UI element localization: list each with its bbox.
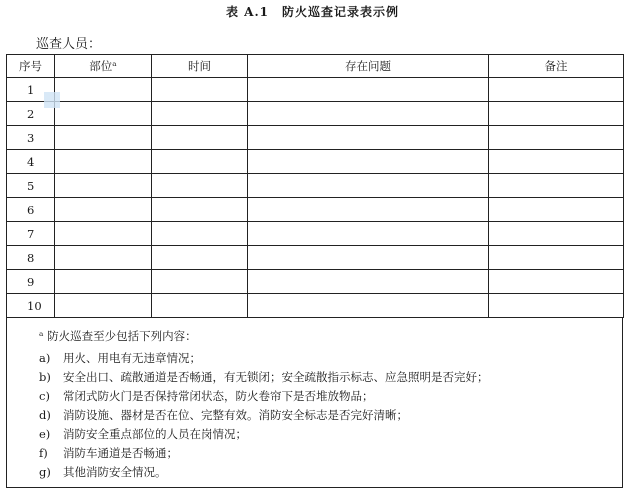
note-item <box>39 388 374 404</box>
remarks-cell[interactable] <box>489 126 624 150</box>
issues-cell[interactable] <box>248 222 489 246</box>
issues-cell[interactable] <box>248 294 489 318</box>
location-cell[interactable] <box>55 294 152 318</box>
issues-cell[interactable] <box>248 246 489 270</box>
remarks-cell[interactable] <box>489 78 624 102</box>
note-item <box>39 369 489 385</box>
row-number: 6 <box>7 198 55 222</box>
note-text: 消防设施、器材是否在位、完整有效。消防安全标志是否完好清晰； <box>63 408 408 422</box>
header-seq: 序号 <box>7 55 55 78</box>
note-label: f) <box>39 446 48 460</box>
remarks-cell[interactable] <box>489 150 624 174</box>
remarks-cell[interactable] <box>489 174 624 198</box>
note-label: b) <box>39 370 51 384</box>
time-cell[interactable] <box>152 246 248 270</box>
time-cell[interactable] <box>152 294 248 318</box>
row-number: 10 <box>7 294 55 318</box>
note-text: 消防车通道是否畅通； <box>63 446 178 460</box>
time-cell[interactable] <box>152 270 248 294</box>
note-item <box>39 350 201 366</box>
table-row <box>7 102 624 126</box>
table-header-row <box>7 55 624 78</box>
row-number: 5 <box>7 174 55 198</box>
issues-cell[interactable] <box>248 174 489 198</box>
table-row <box>7 78 624 102</box>
note-item <box>39 445 178 461</box>
header-remarks: 备注 <box>489 55 624 78</box>
remarks-cell[interactable] <box>489 222 624 246</box>
remarks-cell[interactable] <box>489 102 624 126</box>
location-cell[interactable] <box>55 222 152 246</box>
location-cell[interactable] <box>55 126 152 150</box>
inspector-label: 巡查人员： <box>36 37 102 52</box>
note-label: d) <box>39 408 51 422</box>
remarks-cell[interactable] <box>489 198 624 222</box>
header-issues: 存在问题 <box>248 55 489 78</box>
note-label: e) <box>39 427 51 441</box>
location-cell[interactable] <box>55 150 152 174</box>
time-cell[interactable] <box>152 78 248 102</box>
time-cell[interactable] <box>152 150 248 174</box>
table-row <box>7 126 624 150</box>
row-number: 8 <box>7 246 55 270</box>
table-row <box>7 150 624 174</box>
time-cell[interactable] <box>152 102 248 126</box>
row-number: 4 <box>7 150 55 174</box>
issues-cell[interactable] <box>248 270 489 294</box>
remarks-cell[interactable] <box>489 270 624 294</box>
time-cell[interactable] <box>152 174 248 198</box>
table-row <box>7 270 624 294</box>
note-item <box>39 464 167 480</box>
table-row <box>7 246 624 270</box>
table-row <box>7 198 624 222</box>
location-cell[interactable] <box>55 246 152 270</box>
header-location: 部位ᵃ <box>55 55 152 78</box>
note-label: a) <box>39 351 51 365</box>
time-cell[interactable] <box>152 222 248 246</box>
note-text: 常闭式防火门是否保持常闭状态，防火卷帘下是否堆放物品； <box>63 389 374 403</box>
location-cell[interactable] <box>55 198 152 222</box>
note-text: 消防安全重点部位的人员在岗情况； <box>63 427 247 441</box>
remarks-cell[interactable] <box>489 294 624 318</box>
location-cell[interactable] <box>55 102 152 126</box>
issues-cell[interactable] <box>248 78 489 102</box>
table-row <box>7 174 624 198</box>
selection-marker <box>44 92 60 108</box>
row-number: 9 <box>7 270 55 294</box>
location-cell[interactable] <box>55 174 152 198</box>
note-label: g) <box>39 465 51 479</box>
location-cell[interactable] <box>55 78 152 102</box>
issues-cell[interactable] <box>248 126 489 150</box>
issues-cell[interactable] <box>248 198 489 222</box>
patrol-record-table <box>6 54 624 318</box>
note-text: 其他消防安全情况。 <box>63 465 167 479</box>
row-number: 1 <box>7 78 55 102</box>
note-text: 安全出口、疏散通道是否畅通，有无锁闭；安全疏散指示标志、应急照明是否完好； <box>63 370 489 384</box>
time-cell[interactable] <box>152 126 248 150</box>
note-label: c) <box>39 389 50 403</box>
location-cell[interactable] <box>55 270 152 294</box>
note-text: 用火、用电有无违章情况； <box>63 351 201 365</box>
issues-cell[interactable] <box>248 150 489 174</box>
remarks-cell[interactable] <box>489 246 624 270</box>
note-item <box>39 407 408 423</box>
notes-box <box>6 318 623 488</box>
table-row <box>7 294 624 318</box>
table-title: 表 A.1 防火巡查记录表示例 <box>225 5 400 19</box>
table-row <box>7 222 624 246</box>
row-number: 7 <box>7 222 55 246</box>
row-number: 2 <box>7 102 55 126</box>
issues-cell[interactable] <box>248 102 489 126</box>
time-cell[interactable] <box>152 198 248 222</box>
footnote: ᵃ 防火巡查至少包括下列内容： <box>39 329 197 343</box>
row-number: 3 <box>7 126 55 150</box>
note-item <box>39 426 247 442</box>
header-time: 时间 <box>152 55 248 78</box>
